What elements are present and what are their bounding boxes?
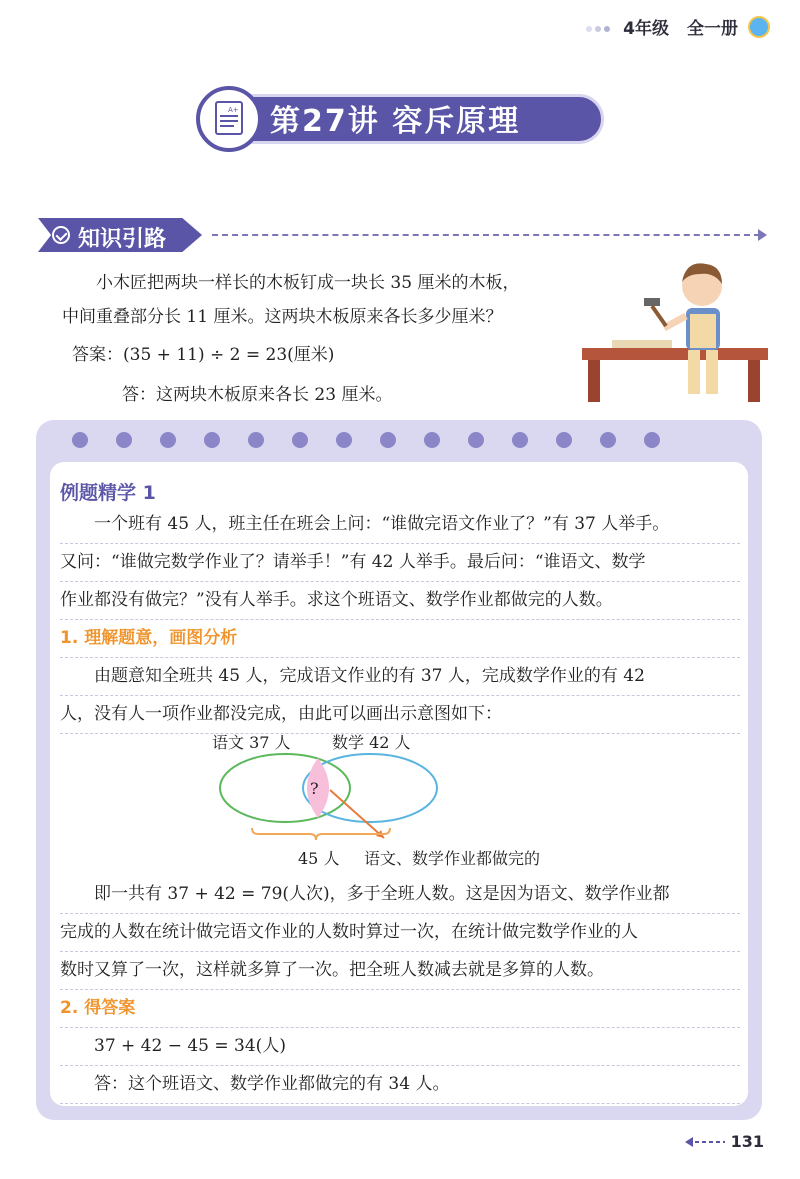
step1-line: 由题意知全班共 45 人，完成语文作业的有 37 人，完成数学作业的有 42 [60,658,740,696]
step2-title: 2. 得答案 [60,990,740,1028]
page-footer [685,1132,764,1151]
example-title: 例题精学 1 [60,482,156,504]
knowledge-text [62,266,562,334]
venn-overlap-label: 语文、数学作业都做完的 [364,849,541,868]
grade-label: 4年级 [623,19,669,39]
dots-decoration [586,17,613,36]
carpenter-illustration [582,258,768,406]
venn-diagram [200,722,541,872]
example-problem [60,506,740,734]
page-number: 131 [730,1132,764,1151]
venn-chinese-circle [220,754,350,822]
arrow-left-icon [685,1136,725,1148]
explain-line: 数时又算了一次，这样就多算了一次。把全班人数减去就是多算的人数。 [60,952,740,990]
venn-question: ? [310,779,319,798]
volume-label: 全一册 [687,19,738,39]
panel-dots [72,432,660,448]
venn-right-label: 数学 42 人 [332,733,411,752]
problem-line: 一个班有 45 人，班主任在班会上问：“谁做完语文作业了？”有 37 人举手。 [60,506,740,544]
globe-icon [748,16,770,38]
example-panel [36,420,762,1120]
step2-answer: 答：这个班语文、数学作业都做完的有 34 人。 [60,1066,740,1104]
knowledge-header [30,218,770,252]
problem-line: 又问：“谁做完数学作业了？请举手！”有 42 人举手。最后问：“谁语文、数学 [60,544,740,582]
title-banner [196,86,606,152]
knowledge-line: 中间重叠部分长 11 厘米。这两块木板原来各长多少厘米？ [62,307,503,327]
step1-title: 1. 理解题意，画图分析 [60,620,740,658]
page-title: 第27讲 容斥原理 [270,104,521,139]
knowledge-label: 知识引路 [78,227,167,252]
knowledge-answer-formula: 答案：(35 + 11) ÷ 2 = 23(厘米) [72,345,335,365]
arrow-right-icon [758,229,767,241]
explain-line: 完成的人数在统计做完语文作业的人数时算过一次，在统计做完数学作业的人 [60,914,740,952]
check-circle-icon [52,226,70,244]
example-card [50,462,748,1106]
knowledge-line: 小木匠把两块一样长的木板钉成一块长 35 厘米的木板， [96,273,520,293]
knowledge-answer-text: 答：这两块木板原来各长 23 厘米。 [122,385,393,405]
header-bar [586,14,770,39]
badge-text: A+ [228,106,239,114]
venn-brace [252,828,390,840]
step1-line: 人，没有人一项作业都没完成，由此可以画出示意图如下： [60,696,740,734]
venn-total-label: 45 人 [298,849,340,868]
document-icon [196,86,262,152]
venn-left-label: 语文 37 人 [212,733,291,752]
problem-line: 作业都没有做完？”没有人举手。求这个班语文、数学作业都做完的人数。 [60,582,740,620]
step2-formula: 37 + 42 − 45 = 34(人) [60,1028,740,1066]
example-explanation [60,876,740,1104]
dashed-divider [212,234,760,236]
venn-pointer-line [330,790,384,838]
explain-line: 即一共有 37 + 42 = 79(人次)，多于全班人数。这是因为语文、数学作业都 [60,876,740,914]
